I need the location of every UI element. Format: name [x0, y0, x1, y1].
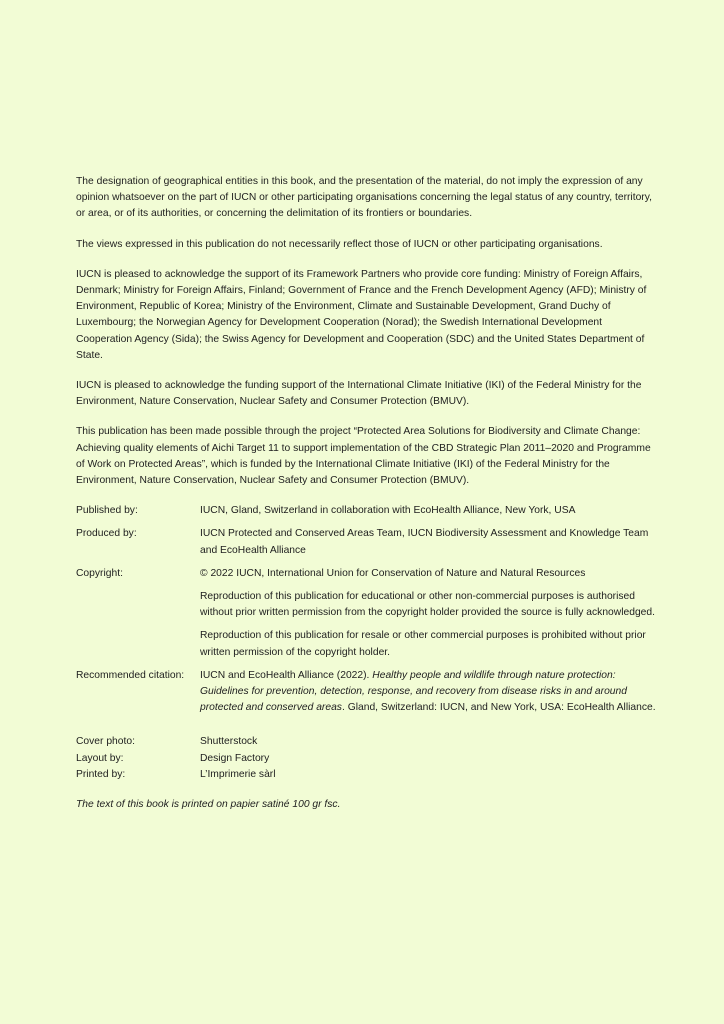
disclaimer-views: The views expressed in this publication do not necessarily reflect those of IUCN or other participating organisations.	[76, 238, 603, 250]
citation-label: Recommended citation:	[76, 669, 185, 681]
printed-by-value: L’Imprimerie sàrl	[200, 768, 276, 780]
imprint-content	[76, 174, 656, 824]
reproduction-noncommercial: Reproduction of this publication for educational or other non-commercial purposes is authorised without prior written permission from the copyright holder provided the source is fully acknowledged.	[200, 591, 655, 619]
printed-by-label: Printed by:	[76, 768, 126, 780]
cover-photo-value: Shutterstock	[200, 736, 258, 748]
layout-by-value: Design Factory	[200, 752, 270, 764]
produced-by-row	[76, 526, 656, 558]
cover-photo-row	[76, 734, 656, 750]
copyright-label: Copyright:	[76, 567, 123, 579]
printed-by-row	[76, 767, 656, 783]
iki-funding-acknowledgement: IUCN is pleased to acknowledge the funding support of the International Climate Initiative (IKI) of the Federal Ministry for the Environment, Nature Conservation, Nuclear Safety and Consumer Protection (BMUV).	[76, 380, 642, 408]
layout-by-row	[76, 751, 656, 767]
published-by-row	[76, 503, 656, 519]
produced-by-label: Produced by:	[76, 528, 137, 540]
citation-title: Healthy people and wildlife through nature protection: Guidelines for prevention, detection, response, and recovery from disease risks in and around protected and conserved areas	[200, 669, 627, 714]
reproduction-commercial: Reproduction of this publication for resale or other commercial purposes is prohibited without prior written permission of the copyright holder.	[200, 630, 646, 658]
published-by-label: Published by:	[76, 505, 138, 517]
cover-photo-label: Cover photo:	[76, 736, 135, 748]
copyright-row	[76, 566, 656, 582]
citation-authors: IUCN and EcoHealth Alliance (2022).	[200, 669, 373, 681]
layout-by-label: Layout by:	[76, 752, 124, 764]
framework-partners-acknowledgement: IUCN is pleased to acknowledge the support of its Framework Partners who provide core funding: Ministry of Foreign Affairs, Denmark; Ministry for Foreign Affairs, Finland; Government of France and the French Development Agency (AFD); Ministry of Environment, Republic of Korea; Ministry of the Environment, Climate and Sustainable Development, Grand Duchy of Luxembourg; the Norwegian Agency for Development Cooperation (Norad); the Swedish International Development Cooperation Agency (Sida); the Swiss Agency for Development and Cooperation (SDC) and the United States Department of State.	[76, 268, 647, 361]
copyright-value: © 2022 IUCN, International Union for Conservation of Nature and Natural Resources	[200, 567, 586, 579]
citation-row	[76, 668, 656, 717]
paper-note: The text of this book is printed on papier satiné 100 gr fsc.	[76, 799, 341, 811]
citation-publisher: . Gland, Switzerland: IUCN, and New York, USA: EcoHealth Alliance.	[341, 702, 656, 714]
project-acknowledgement: This publication has been made possible through the project “Protected Area Solutions for Biodiversity and Climate Change: Achieving quality elements of Aichi Target 11 to support implementation of the CBD Strategic Plan 2011–2020 and Programme of Work on Protected Areas”, which is funded by the International Climate Initiative (IKI) of the Federal Ministry for the Environment, Nature Conservation, Nuclear Safety and Consumer Protection (BMUV).	[76, 426, 651, 487]
credits-block	[76, 734, 656, 783]
published-by-value: IUCN, Gland, Switzerland in collaboration with EcoHealth Alliance, New York, USA	[200, 505, 576, 517]
produced-by-value: IUCN Protected and Conserved Areas Team, IUCN Biodiversity Assessment and Knowledge Team and EcoHealth Alliance	[200, 528, 649, 556]
disclaimer-geographical: The designation of geographical entities in this book, and the presentation of the material, do not imply the expression of any opinion whatsoever on the part of IUCN or other participating organisations concerning the legal status of any country, territory, or area, or of its authorities, or concerning the delimitation of its frontiers or boundaries.	[76, 176, 652, 220]
citation-value	[200, 668, 656, 717]
